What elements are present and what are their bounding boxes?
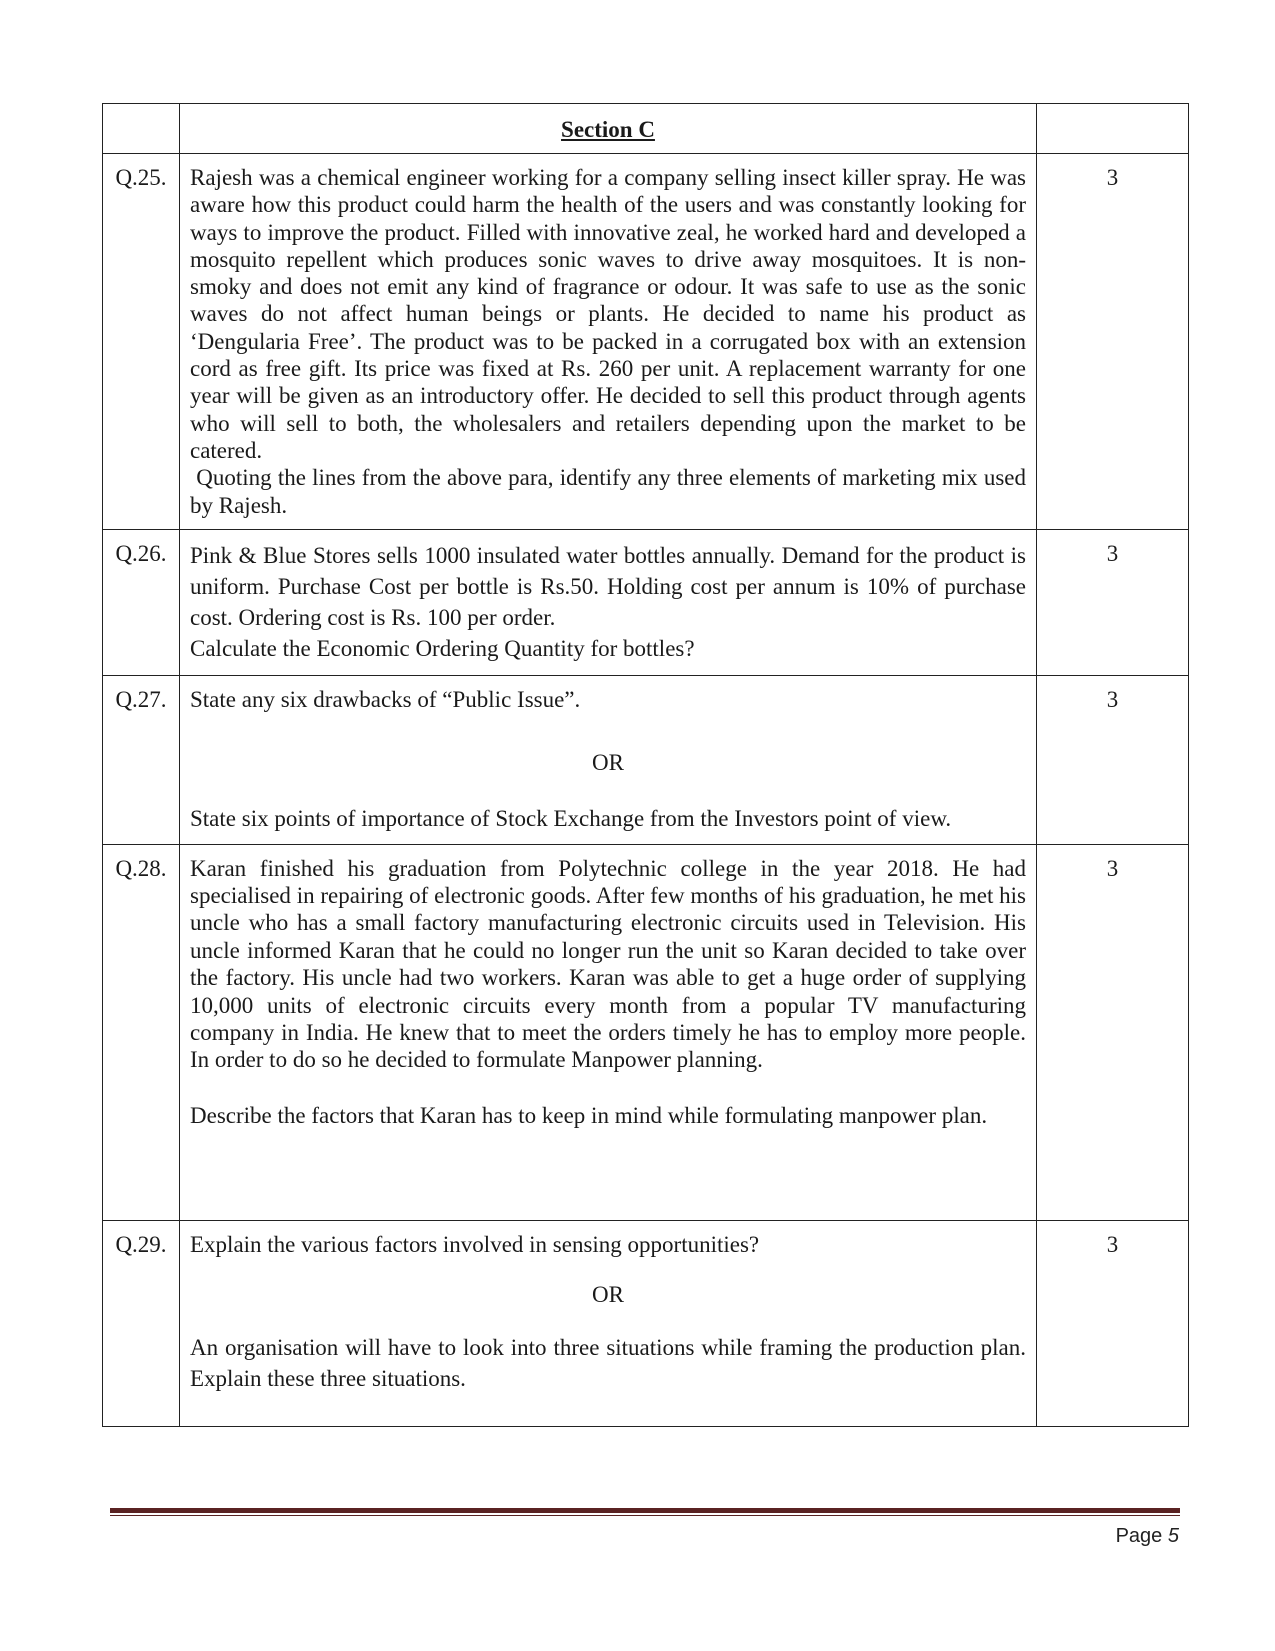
question-row-29 xyxy=(103,1220,1189,1426)
section-title: Section C xyxy=(180,104,1037,154)
alternative-question: An organisation will have to look into three situations while framing the production plan. Explain these three situations. xyxy=(190,1334,1026,1391)
question-body: State any six drawbacks of “Public Issue”. xyxy=(190,687,581,712)
or-separator: OR xyxy=(592,749,624,775)
question-body: Karan finished his graduation from Polytechnic college in the year 2018. He had specialised in repairing of electronic goods. After few months of his graduation, he met his uncle who has a small factory manufacturing electronic circuits used in Television. His uncle informed Karan that he could no longer run the unit so Karan decided to take over the factory. His uncle had two workers. Karan was able to get a huge order of supplying 10,000 units of electronic circuits every month from a popular TV manufacturing company in India. He knew that to meet the orders timely he has to employ more people. In order to do so he decided to formulate Manpower planning. xyxy=(190,855,1026,1073)
question-marks: 3 xyxy=(1037,530,1189,676)
question-table xyxy=(102,103,1189,1427)
question-body: Pink & Blue Stores sells 1000 insulated water bottles annually. Demand for the product is uniform. Purchase Cost per bottle is Rs.50. Holding cost per annum is 10% of purchase cost. Ordering cost is Rs. 100 per order. xyxy=(190,543,1026,630)
or-separator: OR xyxy=(592,1282,624,1307)
question-text-cell xyxy=(180,530,1037,676)
footer-divider-thin xyxy=(110,1515,1180,1516)
question-marks: 3 xyxy=(1037,844,1189,1220)
question-body: Rajesh was a chemical engineer working for a company selling insect killer spray. He was aware how this product could harm the health of the users and was constantly looking for ways to improve the product. Filled with innovative zeal, he worked hard and developed a mosquito repellent which produces sonic waves to drive away mosquitoes. It is non-smoky and does not emit any kind of fragrance or odour. It was safe to use as the sonic waves do not affect human beings or plants. He decided to name his product as ‘Dengularia Free’. The product was to be packed in a corrugated box with an extension cord as free gift. Its price was fixed at Rs. 260 per unit. A replacement warranty for one year will be given as an introductory offer. He decided to sell this product through agents who will sell to both, the wholesalers and retailers depending upon the market to be catered. xyxy=(190,165,1026,463)
question-instruction: Calculate the Economic Ordering Quantity for bottles? xyxy=(190,636,695,661)
question-marks: 3 xyxy=(1037,154,1189,530)
question-text-cell xyxy=(180,154,1037,530)
question-text-cell xyxy=(180,676,1037,845)
question-body: Explain the various factors involved in sensing opportunities? xyxy=(190,1231,760,1257)
section-header-row xyxy=(103,104,1189,154)
question-text-cell xyxy=(180,844,1037,1220)
page-number xyxy=(1116,1525,1179,1548)
page-label: Page xyxy=(1115,1525,1163,1547)
question-number: Q.27. xyxy=(103,676,180,845)
alternative-question: State six points of importance of Stock Exchange from the Investors point of view. xyxy=(190,806,952,831)
spacer xyxy=(190,777,1026,805)
question-number: Q.26. xyxy=(103,530,180,676)
footer-divider xyxy=(110,1508,1180,1513)
question-text-cell xyxy=(180,1220,1037,1426)
spacer xyxy=(190,1310,1026,1332)
question-number: Q.28. xyxy=(103,844,180,1220)
question-row-25 xyxy=(103,154,1189,530)
question-number: Q.25. xyxy=(103,154,180,530)
spacer xyxy=(190,715,1026,749)
section-header-marks-cell xyxy=(1037,104,1189,154)
question-instruction: Quoting the lines from the above para, identify any three elements of marketing mix used by Rajesh. xyxy=(190,465,1032,518)
section-header-num-cell xyxy=(103,104,180,154)
question-instruction: Describe the factors that Karan has to keep in mind while formulating manpower plan. xyxy=(190,1102,988,1128)
spacer xyxy=(190,1074,1026,1102)
question-row-27 xyxy=(103,676,1189,845)
spacer xyxy=(190,1259,1026,1281)
question-row-28 xyxy=(103,844,1189,1220)
question-number: Q.29. xyxy=(103,1220,180,1426)
question-marks: 3 xyxy=(1037,676,1189,845)
question-row-26 xyxy=(103,530,1189,676)
page-number-value: 5 xyxy=(1167,1525,1179,1547)
question-marks: 3 xyxy=(1037,1220,1189,1426)
